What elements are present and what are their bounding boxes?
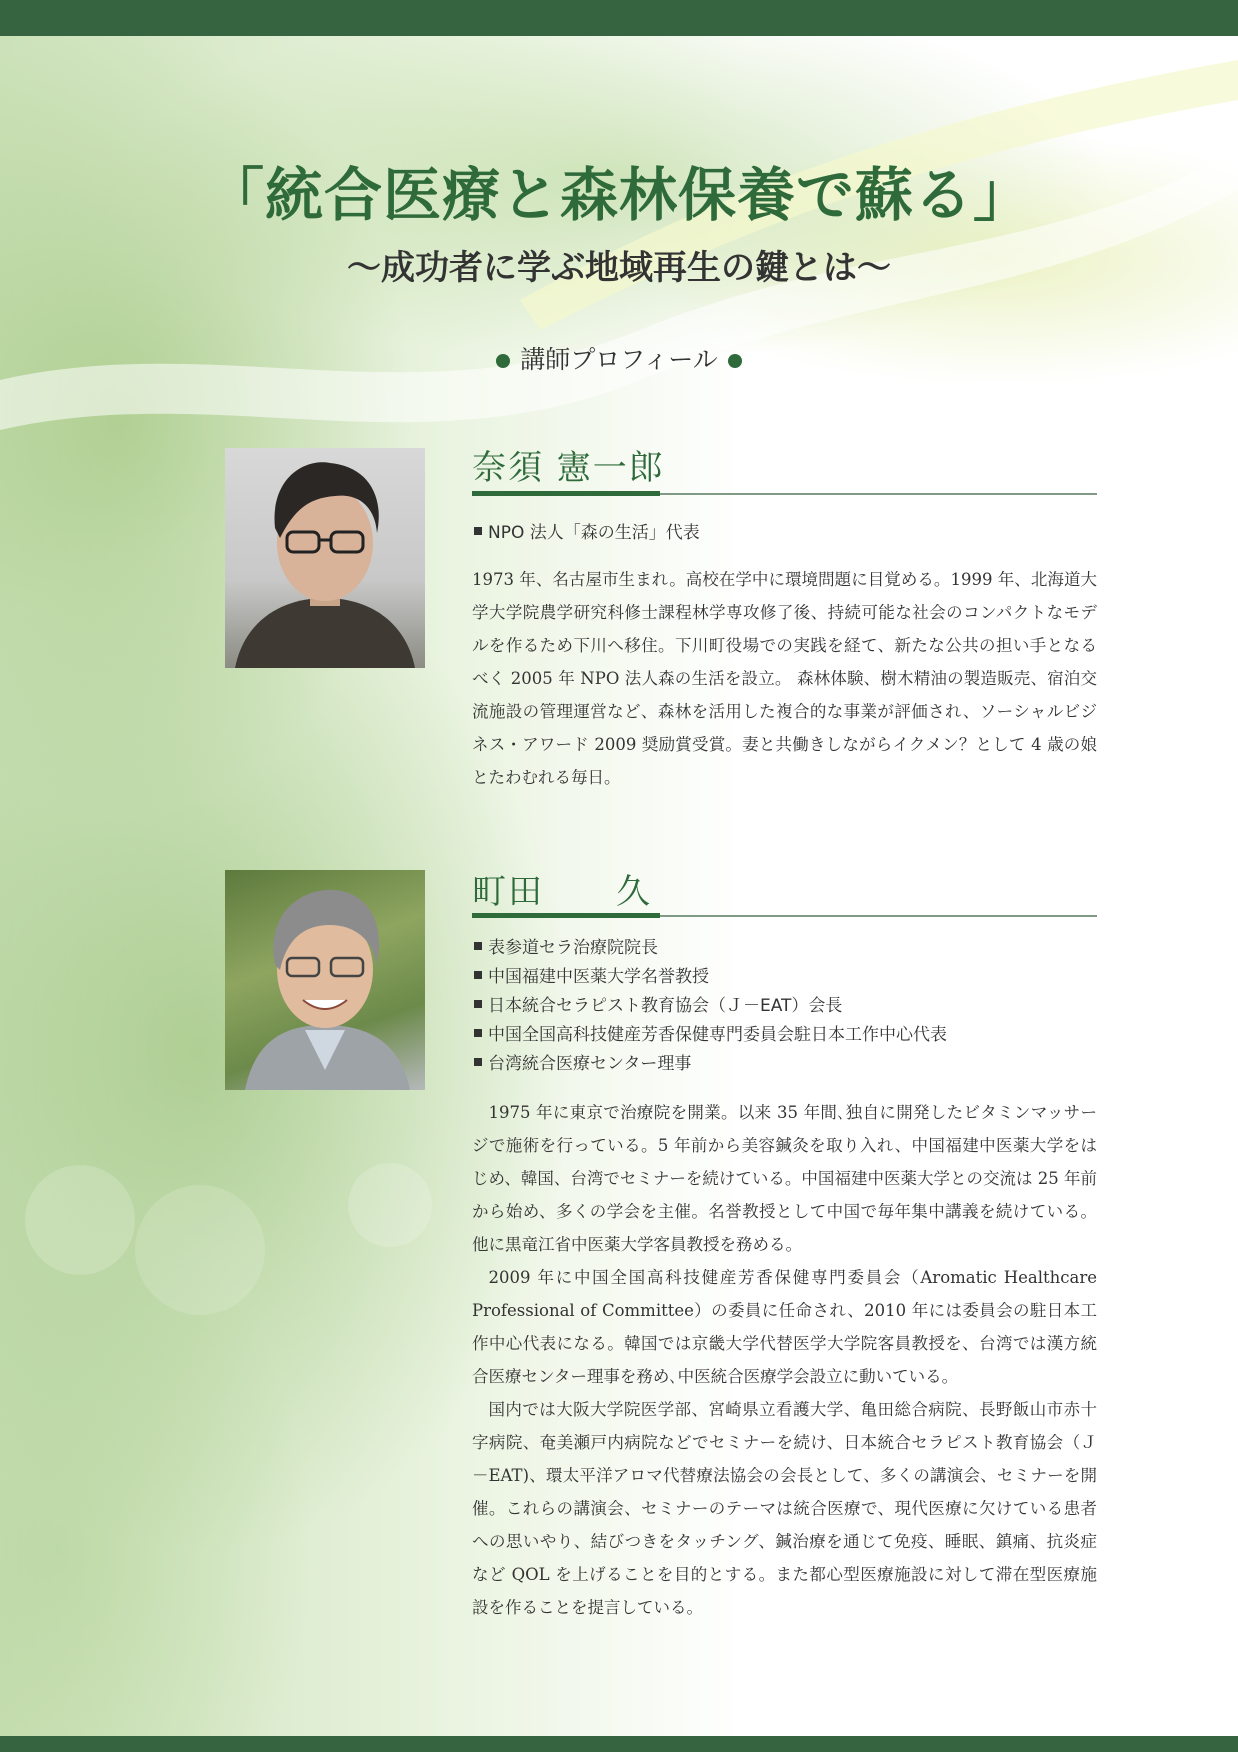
bio-paragraph: 1973 年、名古屋市生まれ。高校在学中に環境問題に目覚める。1999 年、北海道大学大学院農学研究科修士課程林学専攻修了後、持続可能な社会のコンパクトなモデルを作るため下川へ移住。下川町役場での実践を経て、新たな公共の担い手となるべく 2005 年 NPO 法人森の生活を設立。 森林体験、樹木精油の製造販売、宿泊交流施設の管理運営など、森林を活用した複合的な事業が評価され、ソーシャルビジネス・アワード 2009 奨励賞受賞。妻と共働きしながらイクメン？として 4 歳の娘とたわむれる毎日。 bbox=[472, 570, 1097, 787]
speaker-1-rule bbox=[472, 493, 1097, 495]
bio-paragraph: 2009 年に中国全国高科技健産芳香保健専門委員会（Aromatic Healthcare Professional of Committee）の委員に任命され、2010 年には委員会の駐日本工作中心代表になる。韓国では京畿大学代替医学大学院客員教授を、台湾では漢方統合医療センター理事を務め､中医統合医療学会設立に動いている。 bbox=[472, 1268, 1097, 1386]
speaker-2-roles bbox=[474, 934, 947, 1079]
role-item: 台湾統合医療センター理事 bbox=[474, 1050, 947, 1079]
role-item: 中国全国高科技健産芳香保健専門委員会駐日本工作中心代表 bbox=[474, 1021, 947, 1050]
speaker-1-name: 奈須 憲一郎 bbox=[472, 448, 665, 488]
bullet-dot-icon bbox=[728, 354, 742, 368]
section-heading bbox=[0, 340, 1238, 376]
speaker-2-photo bbox=[225, 870, 425, 1090]
bullet-dot-icon bbox=[496, 354, 510, 368]
speaker-1-photo bbox=[225, 448, 425, 668]
speaker-2-bio bbox=[472, 1096, 1097, 1624]
page-subtitle: 〜成功者に学ぶ地域再生の鍵とは〜 bbox=[347, 248, 891, 288]
speaker-1-bio bbox=[472, 563, 1097, 794]
page-title: 「統合医療と森林保養で蘇る」 bbox=[205, 161, 1032, 229]
speaker-2-rule bbox=[472, 915, 1097, 917]
role-item: 日本統合セラピスト教育協会（Ｊ－EAT）会長 bbox=[474, 992, 947, 1021]
role-item: 表参道セラ治療院院長 bbox=[474, 934, 947, 963]
top-band bbox=[0, 0, 1238, 36]
bio-paragraph: 国内では大阪大学院医学部、宮崎県立看護大学、亀田総合病院、長野飯山市赤十字病院、奄美瀬戸内病院などでセミナーを続け、日本統合セラピスト教育協会（Ｊ－EAT)、環太平洋アロマ代替療法協会の会長として、多くの講演会、セミナーを開催。これらの講演会、セミナーのテーマは統合医療で、現代医療に欠けている患者への思いやり、結びつきをタッチング、鍼治療を通じて免疫、睡眠、鎮痛、抗炎症など QOL を上げることを目的とする。また都心型医療施設に対して滞在型医療施設を作ることを提言している。 bbox=[472, 1400, 1097, 1617]
bottom-band bbox=[0, 1736, 1238, 1752]
role-item: NPO 法人「森の生活」代表 bbox=[474, 519, 700, 548]
section-heading-label: 講師プロフィール bbox=[520, 345, 718, 374]
speaker-2-name: 町田 久 bbox=[472, 872, 652, 912]
bio-paragraph: 1975 年に東京で治療院を開業。以来 35 年間､独自に開発したビタミンマッサージで施術を行っている。5 年前から美容鍼灸を取り入れ、中国福建中医薬大学をはじめ、韓国、台湾でセミナーを続けている。中国福建中医薬大学との交流は 25 年前から始め、多くの学会を主催。名誉教授として中国で毎年集中講義を続けている。他に黒竜江省中医薬大学客員教授を務める。 bbox=[472, 1103, 1097, 1254]
role-item: 中国福建中医薬大学名誉教授 bbox=[474, 963, 947, 992]
speaker-1-roles bbox=[474, 519, 700, 548]
